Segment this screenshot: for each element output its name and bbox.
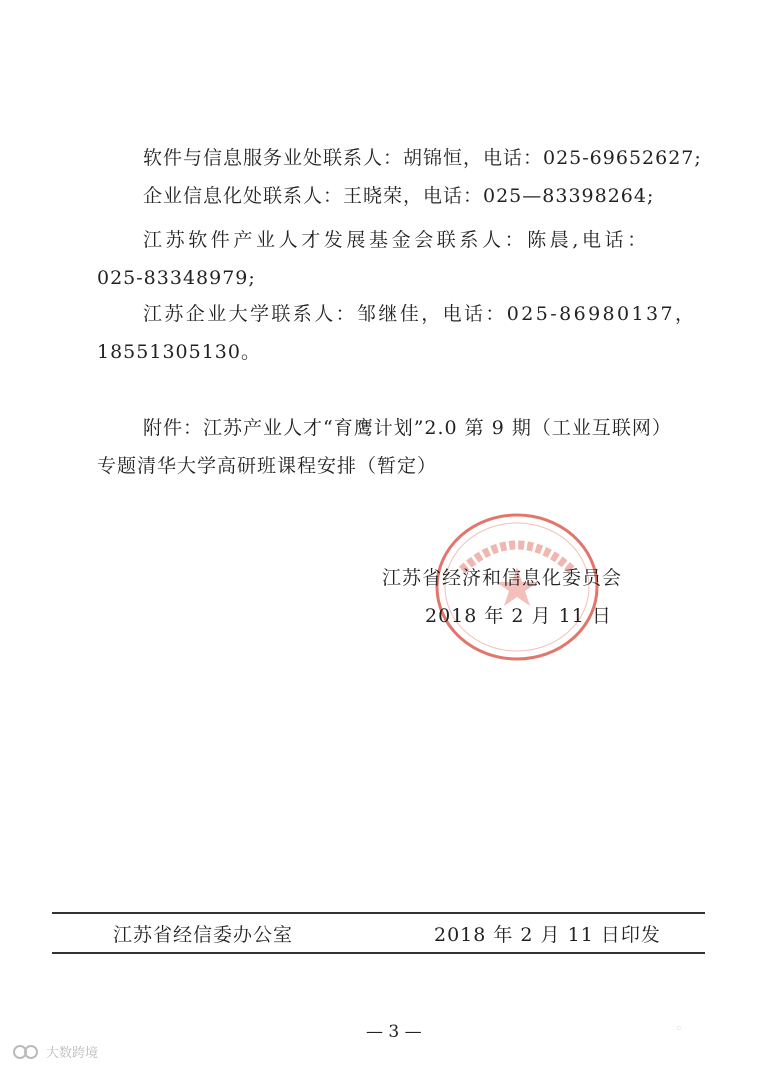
contact-line-foundation-phone: 025-83348979; — [97, 267, 256, 289]
contact-line-informatization: 企业信息化处联系人：王晓荣，电话：025—83398264; — [143, 185, 655, 207]
page-number: — 3 — — [366, 1022, 422, 1042]
watermark-logo-icon — [12, 1044, 42, 1060]
issuing-organization: 江苏省经济和信息化委员会 — [382, 567, 623, 589]
watermark — [12, 1042, 98, 1061]
footer-bottom-rule — [52, 952, 705, 954]
scan-corner-mark: ◦ — [675, 1022, 683, 1037]
signature-date: 2018 年 2 月 11 日 — [425, 605, 612, 627]
contact-line-university: 江苏企业大学联系人：邹继佳，电话：025-86980137， — [143, 303, 697, 325]
footer-issued-date: 2018 年 2 月 11 日印发 — [434, 924, 661, 946]
watermark-text: 大数跨境 — [46, 1046, 99, 1061]
footer-top-rule — [52, 912, 705, 914]
contact-line-foundation: 江苏软件产业人才发展基金会联系人：陈晨,电话： — [143, 229, 650, 251]
footer-office: 江苏省经信委办公室 — [113, 924, 294, 946]
contact-line-software: 软件与信息服务业处联系人：胡锦恒，电话：025-69652627; — [143, 147, 702, 169]
contact-line-university-phone: 18551305130。 — [97, 341, 261, 363]
attachment-line: 附件：江苏产业人才“育鹰计划”2.0 第 9 期（工业互联网） — [143, 417, 672, 439]
attachment-line-continued: 专题清华大学高研班课程安排（暂定） — [97, 455, 438, 477]
